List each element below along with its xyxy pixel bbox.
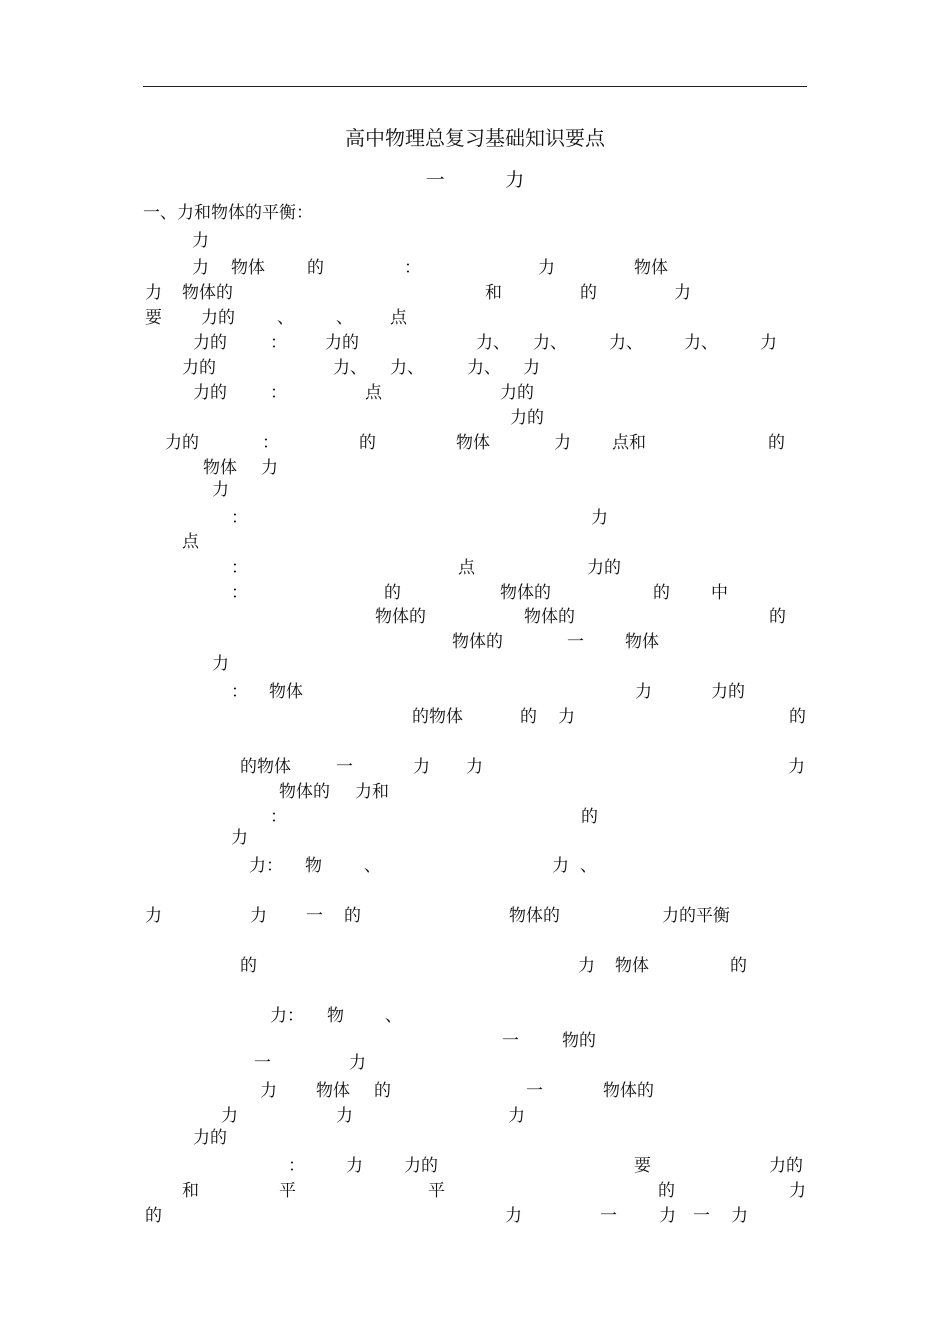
text-fragment: 平: [279, 1181, 296, 1201]
text-fragment: 物体: [269, 682, 303, 702]
text-fragment: 的: [344, 906, 361, 926]
text-fragment: 力、: [467, 358, 501, 378]
text-fragment: 物体: [634, 258, 668, 278]
text-fragment: 、: [277, 308, 294, 328]
text-fragment: 物体: [316, 1081, 350, 1101]
text-fragment: 力的: [510, 408, 544, 428]
text-fragment: 的: [653, 583, 670, 603]
text-fragment: 力: [212, 480, 229, 500]
text-fragment: 物体: [625, 632, 659, 652]
text-fragment: 物体的: [509, 906, 560, 926]
text-fragment: 力、: [533, 333, 567, 353]
text-fragment: 一: [567, 632, 584, 652]
text-fragment: 力: [231, 828, 248, 848]
text-fragment: 一: [306, 906, 323, 926]
text-fragment: 的: [359, 433, 376, 453]
text-fragment: 点: [182, 532, 199, 552]
text-fragment: 的: [658, 1181, 675, 1201]
text-fragment: 力和: [355, 782, 389, 802]
text-fragment: 和: [182, 1181, 199, 1201]
text-fragment: 、: [364, 856, 381, 876]
text-fragment: 、: [580, 856, 597, 876]
text-fragment: 的: [580, 283, 597, 303]
text-fragment: 力的: [404, 1156, 438, 1176]
text-fragment: 物体的: [603, 1081, 654, 1101]
text-fragment: 物: [327, 1006, 344, 1026]
text-fragment: 的: [307, 258, 324, 278]
text-fragment: 力: [250, 906, 267, 926]
text-fragment: 物体: [231, 258, 265, 278]
text-fragment: 的: [730, 956, 747, 976]
text-fragment: 力: [349, 1053, 366, 1073]
text-fragment: 的: [384, 583, 401, 603]
text-fragment: 力: [760, 333, 777, 353]
text-fragment: 物体: [456, 433, 490, 453]
text-fragment: 、: [336, 308, 353, 328]
text-fragment: 力: [558, 707, 575, 727]
text-fragment: 一: [502, 1031, 519, 1051]
text-fragment: 力的: [711, 682, 745, 702]
text-fragment: ：: [231, 583, 248, 603]
text-fragment: 力: [145, 906, 162, 926]
text-fragment: 物体的: [524, 607, 575, 627]
text-fragment: 力的: [769, 1156, 803, 1176]
text-fragment: 力、: [333, 358, 367, 378]
text-fragment: ：: [404, 258, 421, 278]
text-fragment: 力: [578, 956, 595, 976]
text-fragment: 的: [145, 1206, 162, 1226]
text-fragment: 力: [523, 358, 540, 378]
text-fragment: 力的: [193, 383, 227, 403]
text-fragment: 力: [145, 283, 162, 303]
text-fragment: 力、: [684, 333, 718, 353]
text-fragment: 要: [145, 308, 162, 328]
text-fragment: ：: [270, 807, 287, 827]
text-fragment: 力、: [476, 333, 510, 353]
text-fragment: 力: [591, 508, 608, 528]
text-fragment: 物: [305, 856, 322, 876]
text-fragment: 力的: [325, 333, 359, 353]
text-fragment: 物体的: [182, 283, 233, 303]
text-fragment: 的: [520, 707, 537, 727]
text-fragment: ：: [288, 1156, 305, 1176]
text-fragment: 一: [336, 757, 353, 777]
text-fragment: 力: [261, 458, 278, 478]
text-fragment: 点: [390, 308, 407, 328]
text-fragment: 中: [711, 583, 728, 603]
text-fragment: 力: [554, 433, 571, 453]
text-fragment: 物体: [615, 956, 649, 976]
text-fragment: 力: [260, 1081, 277, 1101]
text-fragment: 、: [385, 1006, 402, 1026]
text-fragment: 一: [254, 1053, 271, 1073]
text-fragment: 力: [731, 1206, 748, 1226]
text-fragment: 力的: [201, 308, 235, 328]
text-fragment: 力、: [390, 358, 424, 378]
text-fragment: 力：: [270, 1006, 304, 1026]
text-fragment: ：: [270, 333, 287, 353]
text-fragment: 的: [768, 433, 785, 453]
text-fragment: 的: [789, 707, 806, 727]
text-fragment: 的物体: [412, 707, 463, 727]
text-fragment: 和: [485, 283, 502, 303]
text-fragment: 力的: [587, 558, 621, 578]
text-fragment: 一: [600, 1206, 617, 1226]
text-fragment: 力: [212, 654, 229, 674]
text-fragment: 力: [508, 1106, 525, 1126]
text-fragment: 力: [659, 1206, 676, 1226]
text-fragment: 的: [769, 607, 786, 627]
text-fragment: 点: [458, 558, 475, 578]
text-fragment: 力: [192, 231, 209, 251]
text-fragment: ：: [231, 508, 248, 528]
text-fragment: 物体的: [500, 583, 551, 603]
text-fragment: ：: [270, 383, 287, 403]
text-fragment: 力: [221, 1106, 238, 1126]
text-fragment: 的: [581, 807, 598, 827]
text-fragment: 力、: [609, 333, 643, 353]
text-fragment: 平: [428, 1181, 445, 1201]
text-fragment: 点: [365, 383, 382, 403]
text-fragment: 力: [413, 757, 430, 777]
text-fragment: 要: [634, 1156, 651, 1176]
text-fragment: 力: [674, 283, 691, 303]
text-fragment: 物体的: [452, 632, 503, 652]
text-fragment: 的: [240, 956, 257, 976]
section-heading: 一、力和物体的平衡：: [143, 203, 313, 223]
text-fragment: 力的: [193, 333, 227, 353]
text-fragment: 力: [336, 1106, 353, 1126]
text-fragment: 物体的: [375, 607, 426, 627]
text-fragment: 点和: [612, 433, 646, 453]
text-fragment: 力: [466, 757, 483, 777]
text-fragment: 力: [635, 682, 652, 702]
text-fragment: 力的: [193, 1128, 227, 1148]
text-fragment: 一: [693, 1206, 710, 1226]
text-fragment: 力: [538, 258, 555, 278]
text-fragment: 力: [788, 757, 805, 777]
text-fragment: 的: [374, 1081, 391, 1101]
page-title: 高中物理总复习基础知识要点: [345, 126, 605, 150]
text-fragment: ：: [262, 433, 279, 453]
text-fragment: 的物体: [240, 757, 291, 777]
chapter-heading: 一 力: [425, 169, 525, 191]
text-fragment: 力: [346, 1156, 363, 1176]
text-fragment: 力的平衡: [662, 906, 730, 926]
text-fragment: 力的: [165, 433, 199, 453]
text-fragment: 物体: [203, 458, 237, 478]
text-fragment: ：: [231, 682, 248, 702]
text-fragment: 力的: [500, 383, 534, 403]
text-fragment: 力: [789, 1181, 806, 1201]
text-fragment: 一: [526, 1081, 543, 1101]
text-fragment: 力: [192, 258, 209, 278]
text-fragment: 力: [505, 1206, 522, 1226]
text-fragment: 力的: [182, 358, 216, 378]
text-fragment: 力: [552, 856, 569, 876]
text-fragment: 力：: [249, 856, 283, 876]
text-fragment: 物体的: [279, 782, 330, 802]
header-rule: [143, 86, 807, 87]
text-fragment: ：: [231, 558, 248, 578]
text-fragment: 物的: [562, 1031, 596, 1051]
